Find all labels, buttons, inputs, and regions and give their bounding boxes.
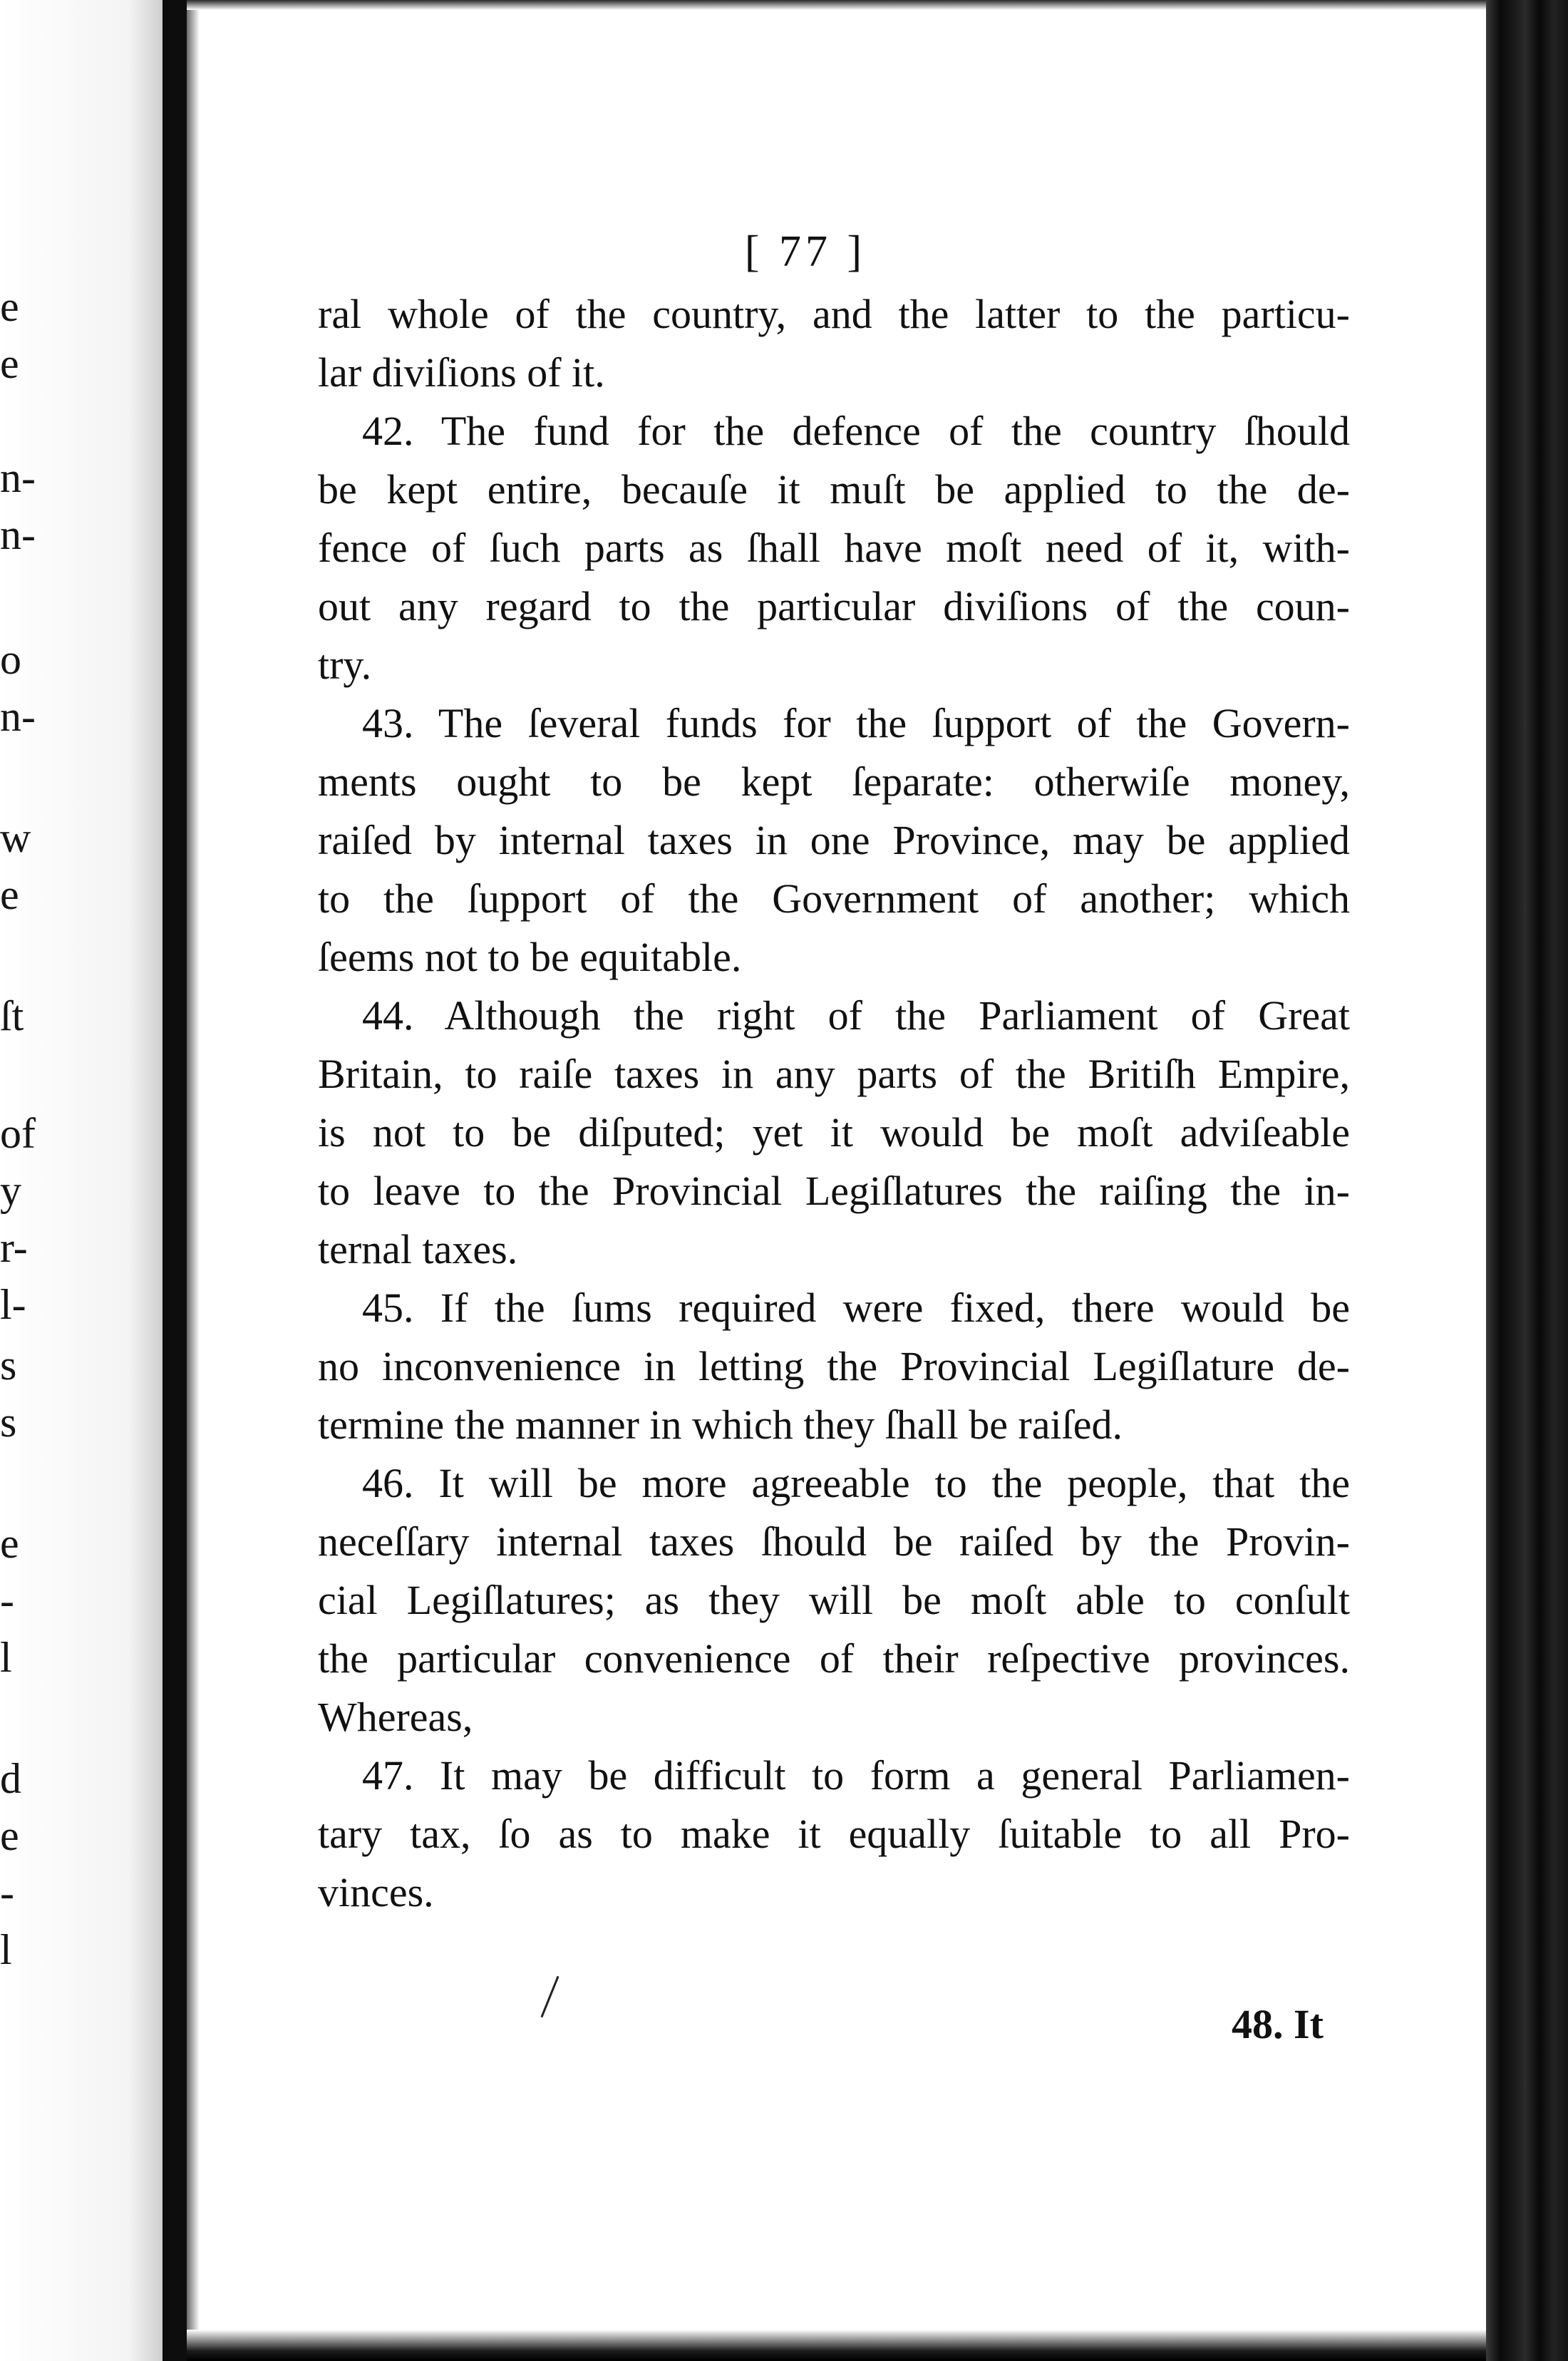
facing-page-fragment: l — [0, 1926, 12, 1973]
facing-page-fragment: d — [0, 1755, 21, 1802]
text-line: Britain, to raiſe taxes in any parts of the Britiſh Empire, — [318, 1051, 1350, 1097]
facing-page-fragment: l- — [0, 1281, 26, 1328]
facing-page-fragment: n- — [0, 454, 36, 501]
text-line: tary tax, ſo as to make it equally ſuitable to all Pro- — [318, 1811, 1350, 1857]
facing-page-fragment: w — [0, 814, 31, 861]
text-line: 47. It may be difficult to form a general Parliamen- — [362, 1752, 1350, 1799]
text-line: 45. If the ſums required were fixed, there would be — [362, 1285, 1350, 1331]
text-line: out any regard to the particular diviſions of the coun- — [318, 583, 1350, 629]
page-number: [ 77 ] — [744, 227, 867, 276]
facing-page-fragment: y — [0, 1167, 21, 1214]
text-line: no inconvenience in letting the Provincial Legiſlature de- — [318, 1343, 1350, 1389]
facing-page-fragment: n- — [0, 693, 36, 740]
text-line: ternal taxes. — [318, 1226, 518, 1272]
facing-page-fragment: e — [0, 283, 19, 330]
top-page-edge — [187, 0, 1486, 10]
text-line: try. — [318, 642, 372, 688]
text-line: cial Legiſlatures; as they will be moſt able to conſult — [318, 1577, 1350, 1623]
bottom-page-edge — [187, 2330, 1486, 2361]
facing-page-fragment: - — [0, 1869, 14, 1916]
facing-page-fragment: s — [0, 1342, 17, 1389]
text-line: ral whole of the country, and the latter to the particu- — [318, 291, 1350, 337]
text-line: neceſſary internal taxes ſhould be raiſed by the Provin- — [318, 1518, 1350, 1565]
facing-page-fragment: e — [0, 1520, 19, 1567]
facing-page-fragment: o — [0, 636, 21, 683]
facing-page-fragment: of — [0, 1110, 36, 1157]
facing-page-fragment: n- — [0, 511, 36, 558]
facing-page-fragment: ſt — [0, 992, 24, 1039]
text-line: ſeems not to be equitable. — [318, 934, 742, 980]
facing-page-fragment: s — [0, 1399, 17, 1446]
facing-page — [0, 0, 163, 2361]
facing-page-fragment: l — [0, 1634, 12, 1681]
text-line: Whereas, — [318, 1694, 473, 1740]
facing-page-fragment: e — [0, 871, 19, 918]
text-line: 43. The ſeveral funds for the ſupport of the Govern- — [362, 700, 1350, 746]
stray-pen-mark — [540, 1976, 559, 2018]
text-line: 44. Although the right of the Parliament of Great — [362, 992, 1350, 1039]
text-line: vinces. — [318, 1869, 434, 1915]
catchword: 48. It — [1232, 2001, 1324, 2047]
book-gutter — [163, 0, 187, 2361]
text-line: termine the manner in which they ſhall be raiſed. — [318, 1401, 1123, 1448]
text-line: 42. The fund for the defence of the country ſhould — [362, 408, 1350, 454]
text-line: be kept entire, becauſe it muſt be applied to the de- — [318, 466, 1350, 513]
facing-page-fragment: e — [0, 340, 19, 387]
text-line: is not to be diſputed; yet it would be moſt adviſeable — [318, 1109, 1350, 1156]
text-line: to the ſupport of the Government of another; which — [318, 875, 1350, 922]
facing-page-fragment: e — [0, 1812, 19, 1859]
text-line: ments ought to be kept ſeparate: otherwiſe money, — [318, 758, 1350, 805]
page-body — [318, 285, 1350, 1922]
right-page-edge — [1486, 0, 1568, 2361]
text-line: to leave to the Provincial Legiſlatures the raiſing the in- — [318, 1168, 1350, 1214]
facing-page-fragment: r- — [0, 1224, 28, 1271]
text-line: the particular convenience of their reſpective provinces. — [318, 1635, 1350, 1682]
text-line: lar diviſions of it. — [318, 349, 605, 396]
text-line: 46. It will be more agreeable to the people, that the — [362, 1460, 1350, 1506]
text-line: raiſed by internal taxes in one Province, may be applied — [318, 817, 1350, 863]
gutter-shadow — [187, 0, 200, 2361]
text-line: fence of ſuch parts as ſhall have moſt need of it, with- — [318, 525, 1350, 571]
facing-page-fragment: - — [0, 1577, 14, 1624]
